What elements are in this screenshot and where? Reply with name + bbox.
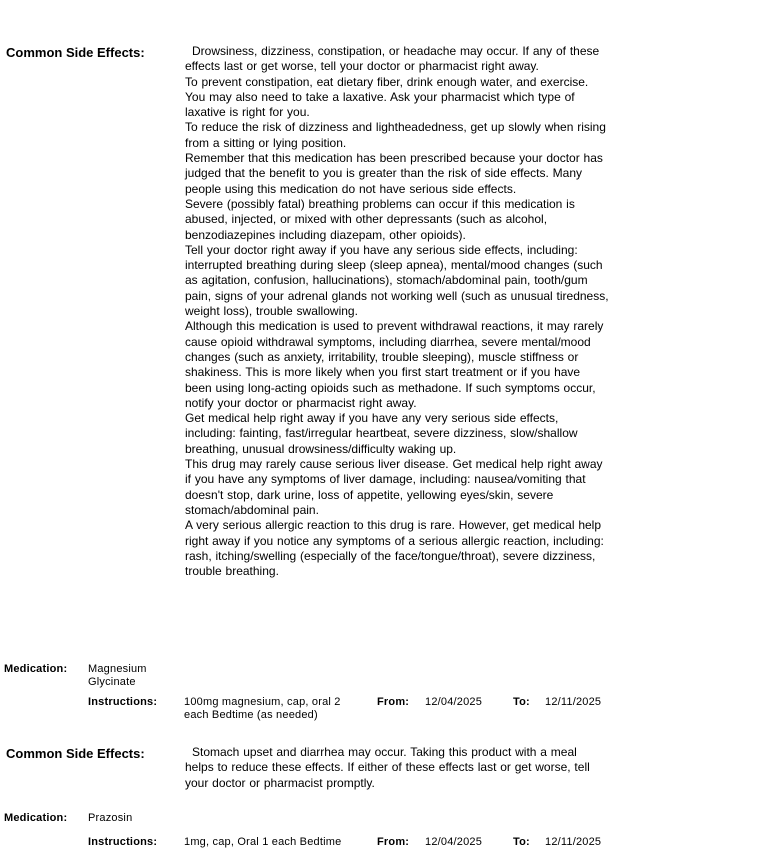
instructions-text: 1mg, cap, Oral 1 each Bedtime xyxy=(184,836,342,848)
side-effects-text xyxy=(185,745,609,791)
side-effects-paragraph: Stomach upset and diarrhea may occur. Taking this product with a meal helps to reduce these effects. If either of these effects last or get worse, tell your doctor or pharmacist promptly. xyxy=(185,745,590,790)
side-effects-paragraph: Remember that this medication has been prescribed because your doctor has judged that the benefit to you is greater than the risk of side effects. Many people using this medication do not have serious side effects. xyxy=(185,151,603,196)
side-effects-paragraph: To reduce the risk of dizziness and lightheadedness, get up slowly when rising from a sitting or lying position. xyxy=(185,120,606,150)
side-effects-paragraph: Severe (possibly fatal) breathing problems can occur if this medication is abused, injected, or mixed with other depressants (such as alcohol, benzodiazepines including diazepam, other opioids). xyxy=(185,196,575,242)
medication-name: Magnesium Glycinate xyxy=(88,663,147,688)
from-date: 12/04/2025 xyxy=(425,696,483,708)
side-effects-paragraph: A very serious allergic reaction to this drug is rare. However, get medical help right away if you notice any symptoms of a serious allergic reaction, including: rash, itching/swelling (especially of the face/tongue/throat), severe dizziness, trouble breathing. xyxy=(185,518,604,579)
instructions-text: 100mg magnesium, cap, oral 2 each Bedtime (as needed) xyxy=(184,696,341,721)
to-label: To: xyxy=(513,696,530,708)
side-effects-paragraph: To prevent constipation, eat dietary fiber, drink enough water, and exercise. You may also need to take a laxative. Ask your pharmacist which type of laxative is right for you. xyxy=(185,74,589,120)
side-effects-label: Common Side Effects: xyxy=(6,746,145,761)
side-effects-text xyxy=(185,44,609,579)
from-label: From: xyxy=(377,696,410,708)
side-effects-label: Common Side Effects: xyxy=(6,45,145,60)
side-effects-paragraph: Get medical help right away if you have any very serious side effects, including: fainting, fast/irregular heartbeat, severe dizziness, slow/shallow breathing, unusual drowsiness/difficulty waking up. xyxy=(185,411,578,456)
instructions-label: Instructions: xyxy=(88,696,158,708)
instructions-label: Instructions: xyxy=(88,836,158,848)
side-effects-paragraph: This drug may rarely cause serious liver disease. Get medical help right away if you have any symptoms of liver damage, including: nausea/vomiting that doesn't stop, dark urine, loss of appetite, yellowing eyes/skin, severe stomach/abdominal pain. xyxy=(185,457,603,517)
medication-name: Prazosin xyxy=(88,812,133,824)
from-label: From: xyxy=(377,836,410,848)
to-label: To: xyxy=(513,836,530,848)
medication-label: Medication: xyxy=(4,663,68,675)
to-date: 12/11/2025 xyxy=(545,696,602,708)
side-effects-paragraph: Tell your doctor right away if you have any serious side effects, including: interrupted breathing during sleep (sleep apnea), mental/mood changes (such as agitation, confusion, hallucinations), stomach/abdominal pain, tooth/gum pain, signs of your adrenal glands not working well (such as unusual tiredness, weight loss), trouble swallowing. xyxy=(185,242,609,319)
side-effects-paragraph: Drowsiness, dizziness, constipation, or headache may occur. If any of these effects last or get worse, tell your doctor or pharmacist right away. xyxy=(185,44,600,74)
from-date: 12/04/2025 xyxy=(425,836,483,848)
to-date: 12/11/2025 xyxy=(545,836,602,848)
medication-label: Medication: xyxy=(4,812,68,824)
side-effects-paragraph: Although this medication is used to prevent withdrawal reactions, it may rarely cause opioid withdrawal symptoms, including diarrhea, severe mental/mood changes (such as anxiety, irritability, trouble sleeping), muscle stiffness or shakiness. This is more likely when you first start treatment or if you have been using long-acting opioids such as methadone. If such symptoms occur, notify your doctor or pharmacist right away. xyxy=(185,319,604,410)
